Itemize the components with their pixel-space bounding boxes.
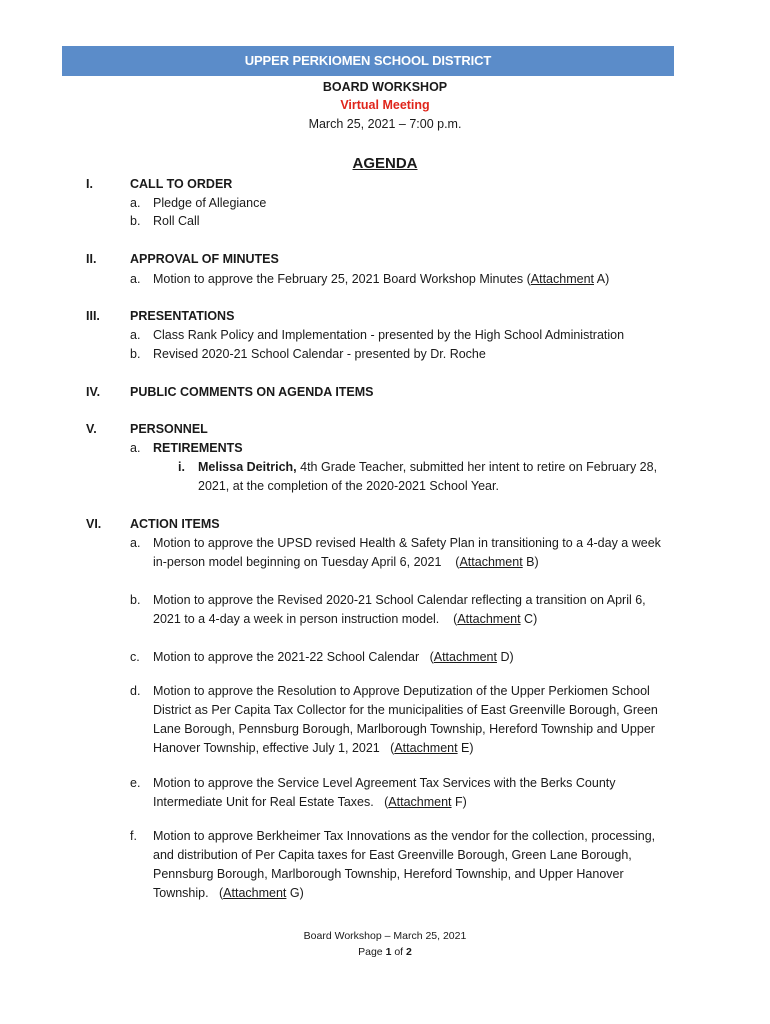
sub-item-text: 4th Grade Teacher, submitted her intent to retire on February 28,	[296, 460, 658, 474]
agenda-title: AGENDA	[352, 155, 418, 172]
agenda-item	[130, 593, 646, 607]
attachment-link[interactable]: Attachment	[530, 272, 594, 286]
item-letter: c.	[130, 650, 140, 664]
item-text: Revised 2020-21 School Calendar - presented by Dr. Roche	[153, 347, 486, 361]
item-letter: a.	[130, 196, 141, 210]
item-letter: b.	[130, 214, 141, 228]
attachment-suffix: B)	[522, 555, 539, 569]
section-title-approval-of-minutes: APPROVAL OF MINUTES	[130, 252, 279, 266]
item-text: Class Rank Policy and Implementation - presented by the High School Administration	[153, 328, 625, 342]
page-total: 2	[406, 946, 412, 958]
agenda-item	[130, 441, 243, 455]
section-title-personnel: PERSONNEL	[130, 422, 208, 436]
item-text: Intermediate Unit for Real Estate Taxes. (	[153, 795, 389, 809]
attachment-link[interactable]: Attachment	[388, 795, 452, 809]
item-text: RETIREMENTS	[153, 441, 243, 455]
item-continuation: and distribution of Per Capita taxes for East Greenville Borough, Green Lane Borough,	[153, 848, 632, 862]
item-text: Motion to approve the Resolution to Approve Deputization of the Upper Perkiomen School	[153, 684, 650, 698]
item-text: Motion to approve Berkheimer Tax Innovations as the vendor for the collection, processing,	[153, 829, 656, 843]
agenda-item	[130, 684, 650, 698]
attachment-link[interactable]: Attachment	[457, 612, 521, 626]
page-current: 1	[385, 946, 392, 958]
district-banner: UPPER PERKIOMEN SCHOOL DISTRICT	[62, 46, 674, 76]
section-title-call-to-order: CALL TO ORDER	[130, 177, 233, 191]
attachment-link[interactable]: Attachment	[433, 650, 497, 664]
section-numeral-5: V.	[86, 422, 97, 436]
attachment-suffix: C)	[520, 612, 538, 626]
section-title-presentations: PRESENTATIONS	[130, 309, 235, 323]
attachment-link[interactable]: Attachment	[459, 555, 523, 569]
item-text: Motion to approve the February 25, 2021 Board Workshop Minutes (	[153, 272, 531, 286]
meeting-type: BOARD WORKSHOP	[322, 80, 448, 94]
item-letter: a.	[130, 272, 141, 286]
section-numeral-6: VI.	[86, 517, 102, 531]
item-letter: a.	[130, 328, 141, 342]
meeting-datetime: March 25, 2021 – 7:00 p.m.	[308, 117, 462, 131]
attachment-suffix: A)	[594, 272, 610, 286]
section-numeral-4: IV.	[86, 385, 101, 399]
attachment-suffix: D)	[496, 650, 514, 664]
item-continuation: Lane Borough, Pennsburg Borough, Marlborough Township, Hereford Township and Upper	[153, 722, 655, 736]
item-letter: f.	[130, 829, 137, 843]
agenda-item	[130, 214, 200, 228]
attachment-suffix: G)	[286, 886, 304, 900]
item-text: Pledge of Allegiance	[153, 196, 267, 210]
item-continuation	[153, 886, 304, 900]
item-text: Roll Call	[153, 214, 200, 228]
item-text: Motion to approve the Revised 2020-21 School Calendar reflecting a transition on April 6,	[153, 593, 646, 607]
item-letter: b.	[130, 347, 141, 361]
item-continuation: District as Per Capita Tax Collector for the municipalities of East Greenville Borough, Green	[153, 703, 658, 717]
retiree-name: Melissa Deitrich,	[198, 460, 297, 474]
agenda-item	[130, 347, 486, 361]
page-prefix: Page	[358, 946, 386, 958]
item-text: Motion to approve the Service Level Agreement Tax Services with the Berks County	[153, 776, 616, 790]
item-text: Hanover Township, effective July 1, 2021 (	[153, 741, 395, 755]
footer-title: Board Workshop – March 25, 2021	[303, 930, 467, 942]
item-text: 2021 to a 4-day a week in person instruction model. (	[153, 612, 458, 626]
item-text: in-person model beginning on Tuesday April 6, 2021 (	[153, 555, 460, 569]
section-numeral-3: III.	[86, 309, 100, 323]
sub-item-numeral: i.	[178, 460, 185, 474]
section-numeral-2: II.	[86, 252, 97, 266]
section-title-public-comments: PUBLIC COMMENTS ON AGENDA ITEMS	[130, 385, 374, 399]
agenda-item	[130, 650, 514, 664]
item-letter: e.	[130, 776, 141, 790]
agenda-item	[130, 196, 266, 210]
agenda-item	[130, 272, 609, 286]
attachment-link[interactable]: Attachment	[223, 886, 287, 900]
meeting-mode: Virtual Meeting	[340, 98, 430, 112]
agenda-item	[130, 536, 661, 550]
section-numeral-1: I.	[86, 177, 93, 191]
item-letter: d.	[130, 684, 141, 698]
item-continuation: Pennsburg Borough, Marlborough Township, Hereford Township, and Upper Hanover	[153, 867, 624, 881]
item-letter: b.	[130, 593, 141, 607]
item-continuation	[153, 741, 474, 755]
item-continuation	[153, 612, 537, 626]
page-number	[0, 946, 770, 958]
agenda-item	[130, 776, 616, 790]
sub-item-continuation: 2021, at the completion of the 2020-2021 School Year.	[198, 479, 499, 493]
page-of: of	[391, 946, 407, 958]
item-text: Motion to approve the 2021-22 School Calendar (	[153, 650, 434, 664]
section-title-action-items: ACTION ITEMS	[130, 517, 220, 531]
attachment-suffix: E)	[457, 741, 474, 755]
agenda-item	[130, 829, 655, 843]
item-letter: a.	[130, 441, 141, 455]
item-letter: a.	[130, 536, 141, 550]
attachment-suffix: F)	[451, 795, 467, 809]
item-text: Motion to approve the UPSD revised Health & Safety Plan in transitioning to a 4-day a week	[153, 536, 661, 550]
item-continuation	[153, 795, 467, 809]
item-continuation	[153, 555, 539, 569]
item-text: Township. (	[153, 886, 224, 900]
agenda-item	[130, 328, 624, 342]
sub-item	[178, 460, 657, 474]
attachment-link[interactable]: Attachment	[394, 741, 458, 755]
